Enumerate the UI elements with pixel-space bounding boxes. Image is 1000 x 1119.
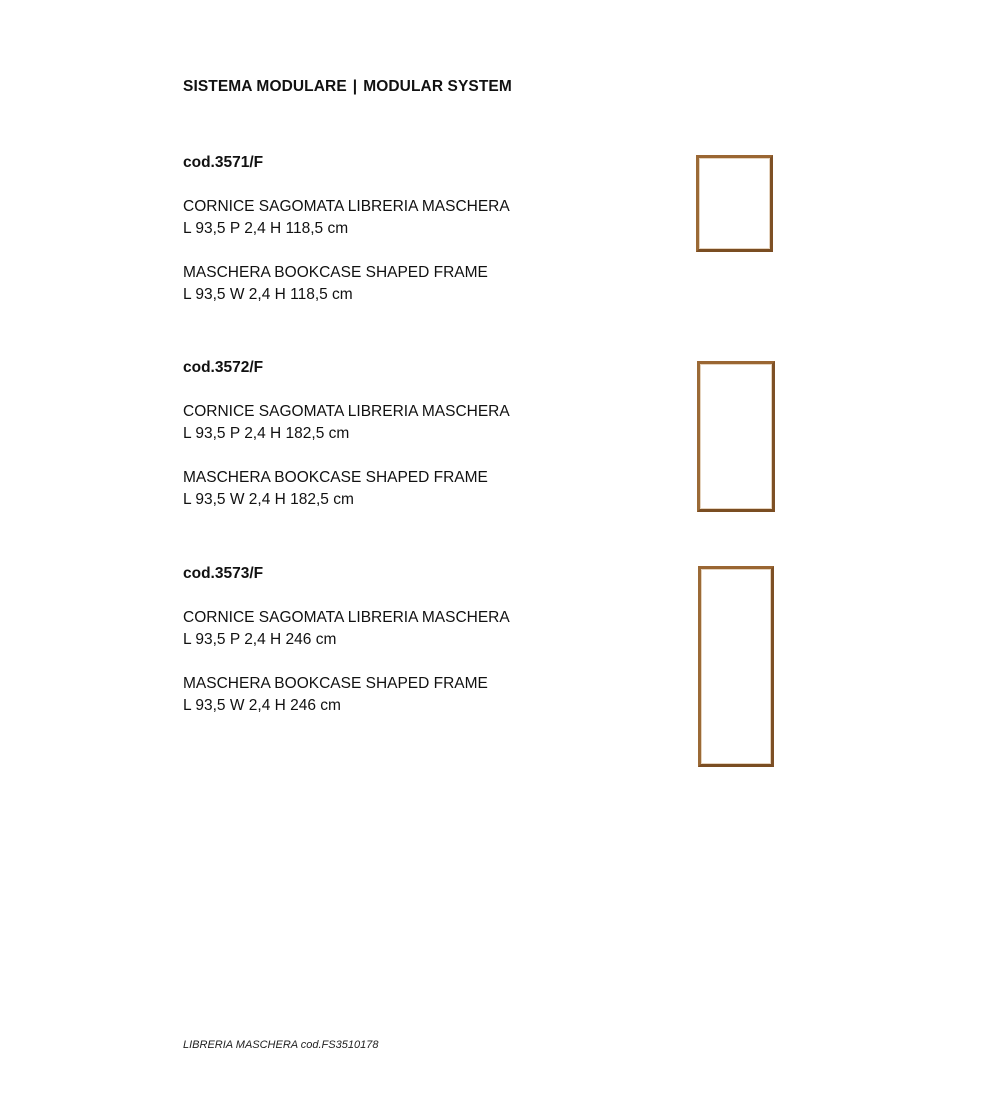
english-description — [183, 262, 643, 306]
document-footer: LIBRERIA MASCHERA cod.FS3510178 — [183, 1039, 379, 1051]
product-dimensions-english: L 93,5 W 2,4 H 246 cm — [183, 697, 341, 714]
product-code: cod.3572/F — [183, 359, 264, 376]
product-dimensions-italian: L 93,5 P 2,4 H 118,5 cm — [183, 220, 349, 237]
product-entry — [183, 563, 643, 717]
page-header — [183, 78, 512, 96]
frame-illustration — [698, 566, 774, 767]
italian-description — [183, 196, 643, 240]
header-title-english: MODULAR SYSTEM — [363, 78, 512, 95]
product-name-english: MASCHERA BOOKCASE SHAPED FRAME — [183, 469, 488, 486]
product-code: cod.3571/F — [183, 154, 264, 171]
product-entry — [183, 152, 643, 306]
header-separator: | — [352, 78, 358, 95]
product-dimensions-english: L 93,5 W 2,4 H 118,5 cm — [183, 286, 353, 303]
product-name-italian: CORNICE SAGOMATA LIBRERIA MASCHERA — [183, 403, 510, 420]
product-name-english: MASCHERA BOOKCASE SHAPED FRAME — [183, 675, 488, 692]
product-dimensions-italian: L 93,5 P 2,4 H 246 cm — [183, 631, 337, 648]
product-name-english: MASCHERA BOOKCASE SHAPED FRAME — [183, 264, 488, 281]
product-code: cod.3573/F — [183, 565, 264, 582]
frame-illustration — [696, 155, 773, 252]
product-name-italian: CORNICE SAGOMATA LIBRERIA MASCHERA — [183, 609, 510, 626]
product-dimensions-italian: L 93,5 P 2,4 H 182,5 cm — [183, 425, 350, 442]
english-description — [183, 467, 643, 511]
header-title-italian: SISTEMA MODULARE — [183, 78, 347, 95]
product-dimensions-english: L 93,5 W 2,4 H 182,5 cm — [183, 491, 354, 508]
italian-description — [183, 607, 643, 651]
product-entry — [183, 357, 643, 511]
product-name-italian: CORNICE SAGOMATA LIBRERIA MASCHERA — [183, 198, 510, 215]
frame-illustration — [697, 361, 775, 512]
italian-description — [183, 401, 643, 445]
english-description — [183, 673, 643, 717]
